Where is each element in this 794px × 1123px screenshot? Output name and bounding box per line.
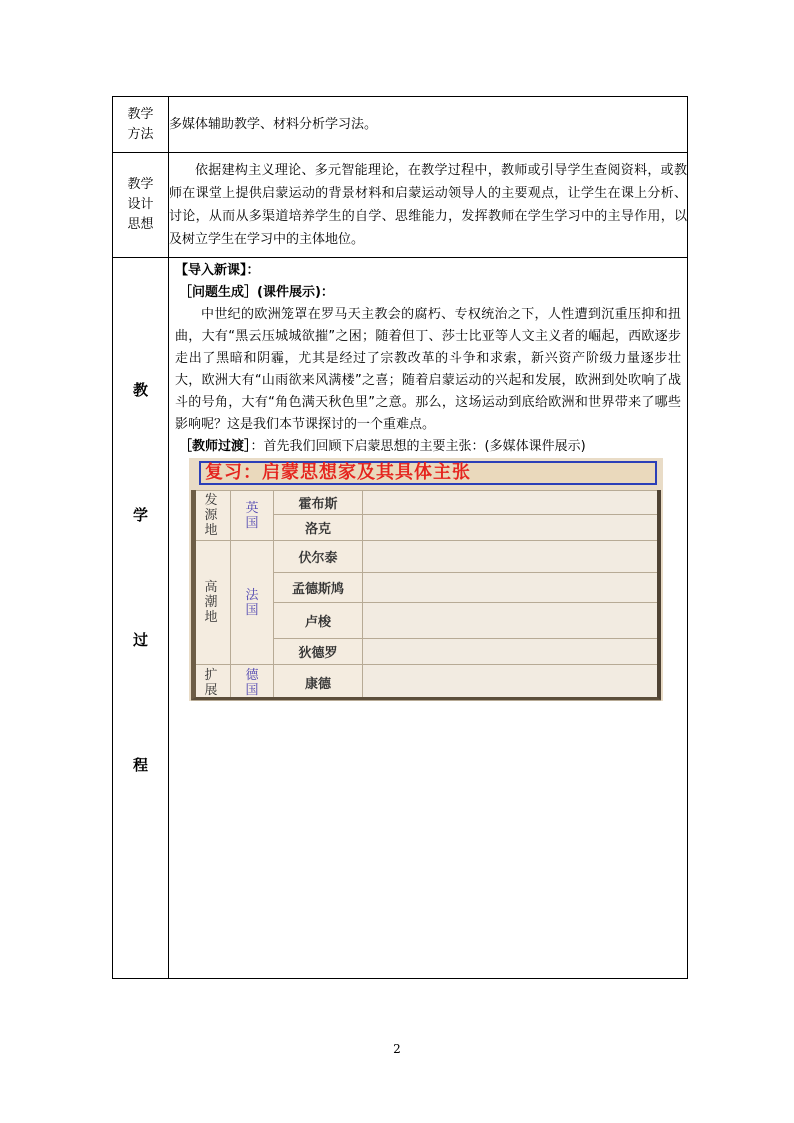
- thinker-claim-cell: [363, 603, 661, 639]
- review-slide-image: [189, 458, 663, 701]
- process-label-char: 教: [132, 381, 148, 399]
- thinker-claim-cell: [363, 639, 661, 665]
- region-cell: 高 潮 地: [192, 541, 231, 665]
- thinker-claim-cell: [363, 515, 661, 541]
- transition-line: [175, 436, 681, 458]
- design-text: 依据建构主义理论、多元智能理论，在教学过程中，教师或引导学生查阅资料，或教师在课堂上提供启蒙运动的背景材料和启蒙运动领导人的主要观点，让学生在课上分析、讨论，从而从多渠道培养学生的自学、思维能力，发挥教师在学生学习中的主导作用，以及树立学生在学习中的主体地位。: [169, 153, 688, 258]
- region-cell: 扩 展: [192, 665, 231, 701]
- method-text: 多媒体辅助教学、材料分析学习法。: [169, 97, 688, 153]
- intro-paragraph: 中世纪的欧洲笼罩在罗马天主教会的腐朽、专权统治之下，人性遭到沉重压抑和扭曲，大有“黑云压城城欲摧”之困；随着但丁、莎士比亚等人文主义者的崛起，西欧逐步走出了黑暗和阴霾，尤其是经过了宗教改革的斗争和求索，新兴资产阶级力量逐步壮大，欧洲大有“山雨欲来风满楼”之喜；随着启蒙运动的兴起和发展，欧洲到处吹响了战斗的号角，大有“角色满天秋色里”之意。那么，这场运动到底给欧洲和世界带来了哪些影响呢？这是我们本节课探讨的一个重难点。: [175, 307, 681, 432]
- transition-text: ：首先我们回顾下启蒙思想的主要主张：(多媒体课件展示): [250, 439, 586, 454]
- method-row: [113, 97, 688, 153]
- thinkers-table: [191, 490, 661, 701]
- thinker-name: 孟德斯鸠: [274, 573, 363, 603]
- process-label: [113, 258, 168, 978]
- thinker-name: 康德: [274, 665, 363, 701]
- thinker-claim-cell: [363, 491, 661, 515]
- design-label: 教学 设计 思想: [113, 153, 169, 258]
- thinker-name: 狄德罗: [274, 639, 363, 665]
- process-row: [113, 258, 688, 979]
- thinker-name: 伏尔泰: [274, 541, 363, 573]
- process-label-char: 过: [132, 631, 148, 649]
- region-cell: 发 源 地: [192, 491, 231, 541]
- process-label-char: 学: [132, 506, 148, 524]
- problem-heading: ［问题生成］(课件展示)：: [179, 285, 334, 300]
- intro-heading: 【导入新课】：: [175, 263, 260, 278]
- thinker-name: 卢梭: [274, 603, 363, 639]
- country-cell: 英 国: [231, 491, 274, 541]
- page-number: 2: [393, 1042, 401, 1056]
- transition-heading: ［教师过渡］: [179, 439, 251, 454]
- thinker-claim-cell: [363, 573, 661, 603]
- process-label-char: 程: [132, 756, 148, 774]
- lesson-plan-table: [112, 96, 688, 979]
- thinker-name: 洛克: [274, 515, 363, 541]
- process-content: [169, 258, 688, 979]
- process-label-cell: [113, 258, 169, 979]
- thinker-claim-cell: [363, 541, 661, 573]
- thinker-name: 霍布斯: [274, 491, 363, 515]
- thinker-claim-cell: [363, 665, 661, 701]
- country-cell: 德 国: [231, 665, 274, 701]
- country-cell: 法 国: [231, 541, 274, 665]
- slide-title: 复习：启蒙思想家及其具体主张: [199, 461, 657, 485]
- method-label: 教学 方法: [113, 97, 169, 153]
- design-row: [113, 153, 688, 258]
